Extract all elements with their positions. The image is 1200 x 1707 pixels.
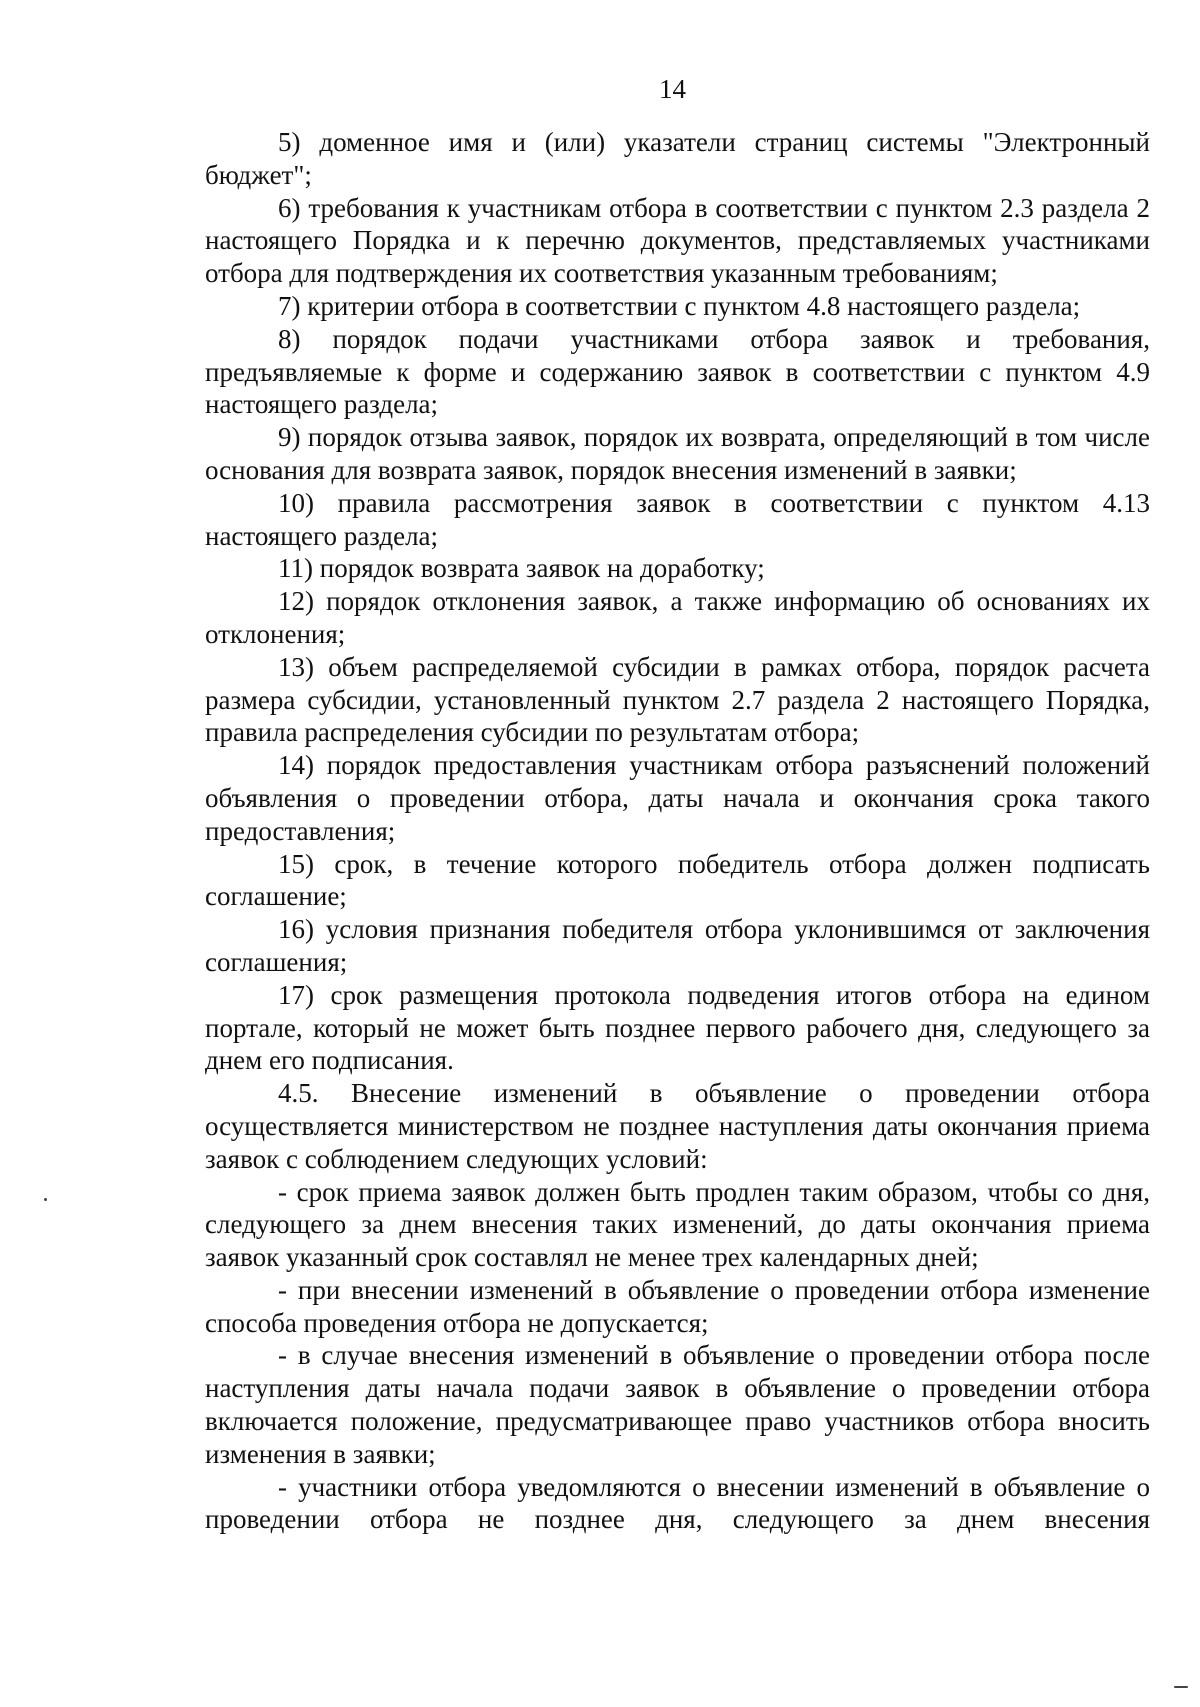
scan-speck bbox=[1174, 1686, 1188, 1688]
list-item-7: 7) критерии отбора в соответствии с пунктом 4.8 настоящего раздела; bbox=[278, 290, 1081, 321]
condition-item-3: - в случае внесения изменений в объявление о проведении отбора после наступления даты начала подачи заявок в объявление о проведении отбора включается положение, предусматривающее право участников отбора вносить изменения в заявки; bbox=[205, 1340, 1150, 1469]
scan-speck bbox=[44, 1198, 47, 1201]
list-item-5: 5) доменное имя и (или) указатели страниц системы "Электронный бюджет"; bbox=[205, 127, 1150, 190]
section-4-5-paragraph: 4.5. Внесение изменений в объявление о проведении отбора осуществляется министерством не позднее наступления даты окончания приема заявок с соблюдением следующих условий: bbox=[205, 1078, 1150, 1174]
list-item-6: 6) требования к участникам отбора в соответствии с пунктом 2.3 раздела 2 настоящего Порядка и к перечню документов, представляемых участниками отбора для подтверждения их соответствия указанным требованиям; bbox=[205, 192, 1150, 289]
list-item-12: 12) порядок отклонения заявок, а также информацию об основаниях их отклонения; bbox=[205, 586, 1150, 649]
list-item-10: 10) правила рассмотрения заявок в соответствии с пунктом 4.13 настоящего раздела; bbox=[205, 487, 1150, 551]
list-item-11: 11) порядок возврата заявок на доработку; bbox=[278, 553, 765, 584]
list-item-17: 17) срок размещения протокола подведения итогов отбора на едином портале, который не может быть позднее первого рабочего дня, следующего за днем его подписания. bbox=[205, 979, 1150, 1076]
list-item-15: 15) срок, в течение которого победитель отбора должен подписать соглашение; bbox=[205, 848, 1150, 912]
list-item-9: 9) порядок отзыва заявок, порядок их возврата, определяющий в том числе основания для возврата заявок, порядок внесения изменений в заявки; bbox=[205, 422, 1150, 485]
condition-item-4: - участники отбора уведомляются о внесении изменений в объявление о проведении отбора не позднее дня, следующего за днем внесения bbox=[205, 1471, 1150, 1535]
list-item-14: 14) порядок предоставления участникам отбора разъяснений положений объявления о проведении отбора, даты начала и окончания срока такого предоставления; bbox=[205, 750, 1150, 846]
condition-item-1: - срок приема заявок должен быть продлен таким образом, чтобы со дня, следующего за днем внесения таких изменений, до даты окончания приема заявок указанный срок составлял не менее трех календарных дней; bbox=[205, 1176, 1150, 1273]
list-item-16: 16) условия признания победителя отбора уклонившимся от заключения соглашения; bbox=[205, 914, 1150, 977]
list-item-8: 8) порядок подачи участниками отбора заявок и требования, предъявляемые к форме и содержанию заявок в соответствии с пунктом 4.9 настоящего раздела; bbox=[205, 323, 1150, 420]
list-item-13: 13) объем распределяемой субсидии в рамках отбора, порядок расчета размера субсидии, установленный пунктом 2.7 раздела 2 настоящего Порядка, правила распределения субсидии по результатам отбора; bbox=[205, 651, 1150, 748]
page-number: 14 bbox=[659, 74, 686, 104]
document-body bbox=[205, 126, 1150, 1536]
condition-item-2: - при внесении изменений в объявление о проведении отбора изменение способа проведения отбора не допускается; bbox=[205, 1274, 1150, 1338]
